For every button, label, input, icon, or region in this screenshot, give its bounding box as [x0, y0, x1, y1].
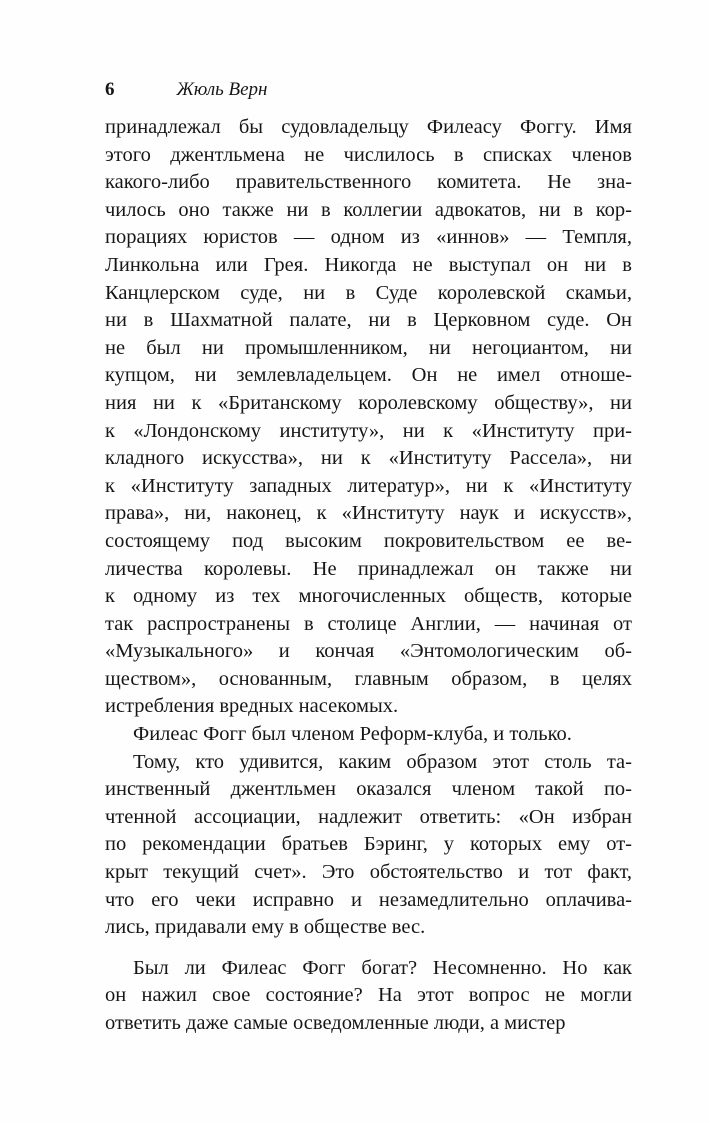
text-line: ния ни к «Британскому королевскому обществу», ни	[105, 391, 632, 414]
text-line: что его чеки исправно и незамедлительно оплачива-	[105, 888, 632, 911]
text-line: инственный джентльмен оказался членом такой по-	[105, 778, 632, 801]
text-line: Был ли Филеас Фогг богат? Несомненно. Но как	[133, 956, 632, 979]
text-line: какого-либо правительственного комитета. Не зна-	[105, 171, 632, 194]
text-line: Филеас Фогг был членом Реформ-клуба, и только.	[133, 723, 572, 746]
text-line: не был ни промышленником, ни негоциантом, ни	[105, 336, 632, 359]
text-line: крыт текущий счет». Это обстоятельство и тот факт,	[105, 861, 632, 884]
text-line: личества королевы. Не принадлежал он также ни	[105, 557, 632, 580]
text-line: Линкольна или Грея. Никогда не выступал он ни в	[105, 253, 632, 276]
text-line: так распространены в столице Англии, — начиная от	[105, 612, 632, 635]
paragraph	[105, 114, 632, 721]
text-line: ни в Шахматной палате, ни в Церковном суде. Он	[105, 309, 632, 332]
text-line: чилось оно также ни в коллегии адвокатов, ни в кор-	[105, 198, 632, 221]
running-header-author: Жюль Верн	[176, 79, 268, 100]
text-line: права», ни, наконец, к «Институту наук и искусств»,	[105, 502, 632, 525]
paragraph	[105, 721, 632, 749]
page-body	[105, 114, 632, 1038]
text-line: ответить даже самые осведомленные люди, а мистер	[105, 1012, 566, 1034]
text-line: к «Институту западных литератур», ни к «Институту	[105, 474, 632, 497]
text-line: по рекомендации братьев Бэринг, у которых ему от-	[105, 833, 632, 856]
page-number: 6	[105, 79, 115, 100]
text-line: Канцлерском суде, ни в Суде королевской скамьи,	[105, 281, 632, 304]
text-line: Тому, кто удивится, каким образом этот столь та-	[133, 750, 632, 773]
page-header	[105, 79, 632, 101]
text-line: лись, придавали ему в обществе вес.	[105, 916, 426, 939]
text-line: к одному из тех многочисленных обществ, которые	[105, 585, 632, 608]
text-line: истребления вредных насекомых.	[105, 695, 399, 718]
text-line: он нажил свое состояние? На этот вопрос не могли	[105, 984, 632, 1007]
text-line: к «Лондонскому институту», ни к «Институту при-	[105, 419, 632, 442]
text-line: порациях юристов — одном из «иннов» — Темпля,	[105, 226, 632, 249]
text-line: принадлежал бы судовладельцу Филеасу Фоггу. Имя	[105, 116, 632, 138]
text-line: кладного искусства», ни к «Институту Рассела», ни	[105, 447, 632, 470]
text-line: купцом, ни землевладельцем. Он не имел отноше-	[105, 364, 632, 387]
text-line: ществом», основанным, главным образом, в целях	[105, 667, 632, 690]
text-line: «Музыкального» и кончая «Энтомологическим об-	[105, 640, 632, 663]
text-line: чтенной ассоциации, надлежит ответить: «Он избран	[105, 805, 632, 828]
paragraph	[105, 955, 632, 1038]
paragraph	[105, 749, 632, 942]
text-line: этого джентльмена не числилось в списках членов	[105, 143, 632, 166]
text-line: состоящему под высоким покровительством ее ве-	[105, 529, 632, 552]
